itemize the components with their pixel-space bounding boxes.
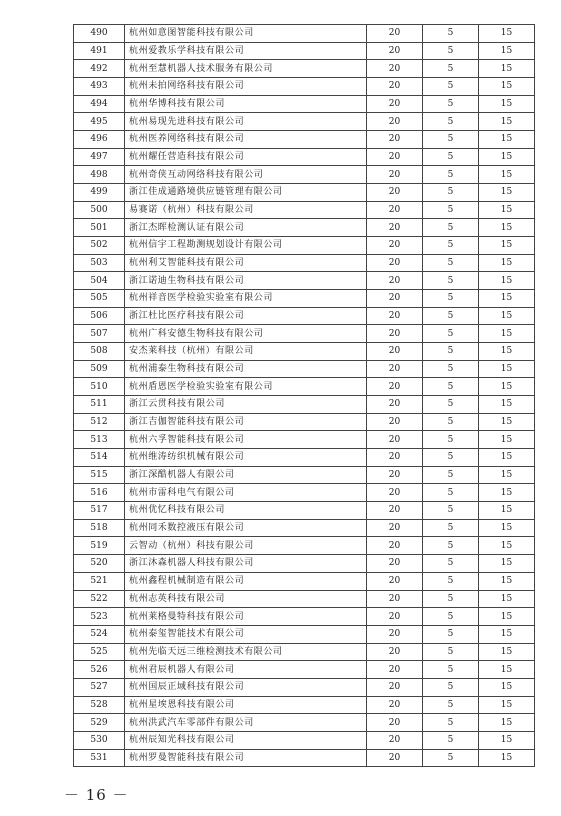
company-name-cell: 杭州洪武汽车零部件有限公司 [125,714,367,732]
row-number-cell: 520 [74,555,125,573]
row-number-cell: 498 [74,166,125,184]
value-cell-c: 15 [479,643,535,661]
value-cell-b: 5 [423,219,479,237]
value-cell-a: 20 [367,166,423,184]
value-cell-b: 5 [423,590,479,608]
company-name-cell: 杭州六孚智能科技有限公司 [125,431,367,449]
value-cell-b: 5 [423,113,479,131]
value-cell-b: 5 [423,60,479,78]
value-cell-c: 15 [479,254,535,272]
value-cell-c: 15 [479,431,535,449]
table-row [74,643,535,661]
company-table [73,24,535,767]
value-cell-a: 20 [367,113,423,131]
value-cell-b: 5 [423,678,479,696]
table-row [74,502,535,520]
value-cell-a: 20 [367,555,423,573]
table-row [74,201,535,219]
company-name-cell: 杭州莱格曼特科技有限公司 [125,608,367,626]
value-cell-a: 20 [367,325,423,343]
company-name-cell: 杭州星埃恩科技有限公司 [125,696,367,714]
value-cell-a: 20 [367,131,423,149]
value-cell-a: 20 [367,148,423,166]
page-number: － 16 － [64,786,129,804]
company-name-cell: 安杰莱科技（杭州）有限公司 [125,343,367,361]
table-row [74,325,535,343]
value-cell-b: 5 [423,608,479,626]
value-cell-c: 15 [479,290,535,308]
row-number-cell: 531 [74,749,125,767]
table-row [74,449,535,467]
value-cell-c: 15 [479,731,535,749]
value-cell-c: 15 [479,502,535,520]
table-row [74,537,535,555]
value-cell-a: 20 [367,396,423,414]
value-cell-a: 20 [367,678,423,696]
value-cell-b: 5 [423,148,479,166]
value-cell-a: 20 [367,360,423,378]
company-name-cell: 杭州未拍网络科技有限公司 [125,78,367,96]
row-number-cell: 497 [74,148,125,166]
value-cell-b: 5 [423,519,479,537]
value-cell-a: 20 [367,502,423,520]
company-name-cell: 浙江沐森机器人科技有限公司 [125,555,367,573]
company-name-cell: 浙江杜比医疗科技有限公司 [125,307,367,325]
value-cell-a: 20 [367,731,423,749]
row-number-cell: 516 [74,484,125,502]
value-cell-a: 20 [367,537,423,555]
company-name-cell: 杭州罗曼智能科技有限公司 [125,749,367,767]
value-cell-c: 15 [479,749,535,767]
value-cell-a: 20 [367,519,423,537]
value-cell-c: 15 [479,714,535,732]
value-cell-b: 5 [423,449,479,467]
row-number-cell: 515 [74,466,125,484]
value-cell-b: 5 [423,484,479,502]
value-cell-a: 20 [367,643,423,661]
row-number-cell: 491 [74,42,125,60]
value-cell-a: 20 [367,378,423,396]
row-number-cell: 495 [74,113,125,131]
table-row [74,78,535,96]
table-row [74,113,535,131]
value-cell-b: 5 [423,325,479,343]
value-cell-c: 15 [479,572,535,590]
value-cell-b: 5 [423,42,479,60]
value-cell-c: 15 [479,378,535,396]
value-cell-c: 15 [479,325,535,343]
row-number-cell: 522 [74,590,125,608]
company-name-cell: 杭州医养网络科技有限公司 [125,131,367,149]
table-row [74,378,535,396]
row-number-cell: 530 [74,731,125,749]
company-name-cell: 杭州君辰机器人有限公司 [125,661,367,679]
value-cell-c: 15 [479,484,535,502]
value-cell-b: 5 [423,25,479,43]
company-name-cell: 浙江吉伽智能科技有限公司 [125,413,367,431]
value-cell-b: 5 [423,131,479,149]
value-cell-a: 20 [367,625,423,643]
table-row [74,590,535,608]
row-number-cell: 507 [74,325,125,343]
company-name-cell: 杭州志英科技有限公司 [125,590,367,608]
value-cell-b: 5 [423,254,479,272]
company-name-cell: 杭州如意图智能科技有限公司 [125,25,367,43]
table-row [74,466,535,484]
value-cell-a: 20 [367,95,423,113]
table-row [74,131,535,149]
table-row [74,360,535,378]
value-cell-b: 5 [423,431,479,449]
company-name-cell: 杭州易现先进科技有限公司 [125,113,367,131]
row-number-cell: 512 [74,413,125,431]
value-cell-c: 15 [479,696,535,714]
row-number-cell: 492 [74,60,125,78]
row-number-cell: 510 [74,378,125,396]
value-cell-c: 15 [479,413,535,431]
row-number-cell: 521 [74,572,125,590]
value-cell-b: 5 [423,696,479,714]
value-cell-b: 5 [423,184,479,202]
value-cell-b: 5 [423,413,479,431]
company-name-cell: 杭州同禾数控液压有限公司 [125,519,367,537]
value-cell-a: 20 [367,219,423,237]
table-row [74,519,535,537]
table-row [74,608,535,626]
company-name-cell: 杭州维涛纺织机械有限公司 [125,449,367,467]
value-cell-a: 20 [367,431,423,449]
table-row [74,343,535,361]
value-cell-a: 20 [367,237,423,255]
value-cell-c: 15 [479,78,535,96]
value-cell-a: 20 [367,307,423,325]
value-cell-a: 20 [367,343,423,361]
value-cell-a: 20 [367,413,423,431]
value-cell-b: 5 [423,643,479,661]
value-cell-b: 5 [423,290,479,308]
value-cell-a: 20 [367,184,423,202]
table-row [74,290,535,308]
value-cell-c: 15 [479,237,535,255]
value-cell-c: 15 [479,60,535,78]
row-number-cell: 501 [74,219,125,237]
table-row [74,396,535,414]
table-row [74,431,535,449]
value-cell-c: 15 [479,466,535,484]
table-row [74,95,535,113]
value-cell-a: 20 [367,696,423,714]
company-name-cell: 浙江诺迪生物科技有限公司 [125,272,367,290]
value-cell-b: 5 [423,537,479,555]
row-number-cell: 490 [74,25,125,43]
value-cell-b: 5 [423,201,479,219]
row-number-cell: 525 [74,643,125,661]
company-name-cell: 杭州广科安德生物科技有限公司 [125,325,367,343]
table-row [74,254,535,272]
value-cell-b: 5 [423,555,479,573]
value-cell-b: 5 [423,237,479,255]
company-name-cell: 浙江佳成通路境供应链管理有限公司 [125,184,367,202]
table-row [74,413,535,431]
row-number-cell: 523 [74,608,125,626]
value-cell-c: 15 [479,95,535,113]
value-cell-b: 5 [423,466,479,484]
company-name-cell: 浙江深酷机器人有限公司 [125,466,367,484]
value-cell-a: 20 [367,466,423,484]
row-number-cell: 519 [74,537,125,555]
table-row [74,572,535,590]
company-name-cell: 杭州优忆科技有限公司 [125,502,367,520]
row-number-cell: 494 [74,95,125,113]
value-cell-b: 5 [423,272,479,290]
table-row [74,731,535,749]
table-row [74,678,535,696]
company-name-cell: 杭州市雷科电气有限公司 [125,484,367,502]
value-cell-b: 5 [423,378,479,396]
table-row [74,184,535,202]
row-number-cell: 518 [74,519,125,537]
value-cell-c: 15 [479,219,535,237]
company-name-cell: 杭州盾恩医学检验实验室有限公司 [125,378,367,396]
row-number-cell: 502 [74,237,125,255]
row-number-cell: 527 [74,678,125,696]
company-name-cell: 杭州信宇工程勘测规划设计有限公司 [125,237,367,255]
row-number-cell: 524 [74,625,125,643]
row-number-cell: 511 [74,396,125,414]
value-cell-c: 15 [479,272,535,290]
value-cell-a: 20 [367,60,423,78]
value-cell-b: 5 [423,95,479,113]
row-number-cell: 493 [74,78,125,96]
value-cell-a: 20 [367,254,423,272]
value-cell-c: 15 [479,625,535,643]
table-row [74,25,535,43]
row-number-cell: 526 [74,661,125,679]
row-number-cell: 517 [74,502,125,520]
value-cell-c: 15 [479,396,535,414]
table-row [74,272,535,290]
value-cell-b: 5 [423,343,479,361]
company-name-cell: 浙江云贯科技有限公司 [125,396,367,414]
value-cell-a: 20 [367,661,423,679]
value-cell-b: 5 [423,307,479,325]
row-number-cell: 506 [74,307,125,325]
company-name-cell: 杭州先临天远三维检测技术有限公司 [125,643,367,661]
company-name-cell: 杭州辰知光科技有限公司 [125,731,367,749]
value-cell-a: 20 [367,572,423,590]
value-cell-b: 5 [423,661,479,679]
row-number-cell: 500 [74,201,125,219]
value-cell-b: 5 [423,502,479,520]
value-cell-a: 20 [367,749,423,767]
value-cell-c: 15 [479,449,535,467]
value-cell-c: 15 [479,343,535,361]
table-row [74,555,535,573]
value-cell-a: 20 [367,290,423,308]
value-cell-a: 20 [367,608,423,626]
value-cell-b: 5 [423,625,479,643]
row-number-cell: 503 [74,254,125,272]
value-cell-c: 15 [479,661,535,679]
value-cell-c: 15 [479,25,535,43]
row-number-cell: 529 [74,714,125,732]
value-cell-c: 15 [479,608,535,626]
value-cell-b: 5 [423,360,479,378]
table-row [74,625,535,643]
company-name-cell: 杭州鑫程机械制造有限公司 [125,572,367,590]
company-table-body [74,25,535,767]
value-cell-a: 20 [367,201,423,219]
row-number-cell: 496 [74,131,125,149]
table-row [74,307,535,325]
company-name-cell: 浙江杰晖检测认证有限公司 [125,219,367,237]
company-name-cell: 杭州浦泰生物科技有限公司 [125,360,367,378]
value-cell-a: 20 [367,78,423,96]
value-cell-c: 15 [479,537,535,555]
table-row [74,219,535,237]
table-row [74,42,535,60]
table-row [74,148,535,166]
value-cell-b: 5 [423,731,479,749]
company-name-cell: 杭州泰玺智能技术有限公司 [125,625,367,643]
company-name-cell: 杭州奇侠互动网络科技有限公司 [125,166,367,184]
company-name-cell: 杭州利艾智能科技有限公司 [125,254,367,272]
value-cell-c: 15 [479,201,535,219]
row-number-cell: 508 [74,343,125,361]
company-name-cell: 杭州华博科技有限公司 [125,95,367,113]
company-name-cell: 杭州爱教乐学科技有限公司 [125,42,367,60]
value-cell-a: 20 [367,449,423,467]
company-name-cell: 云智动（杭州）科技有限公司 [125,537,367,555]
value-cell-b: 5 [423,396,479,414]
table-row [74,484,535,502]
value-cell-a: 20 [367,714,423,732]
value-cell-a: 20 [367,25,423,43]
value-cell-b: 5 [423,166,479,184]
value-cell-c: 15 [479,519,535,537]
company-name-cell: 杭州国辰正域科技有限公司 [125,678,367,696]
value-cell-a: 20 [367,590,423,608]
company-name-cell: 杭州至慧机器人技术服务有限公司 [125,60,367,78]
table-row [74,166,535,184]
value-cell-c: 15 [479,42,535,60]
company-name-cell: 杭州祥音医学检验实验室有限公司 [125,290,367,308]
row-number-cell: 528 [74,696,125,714]
company-name-cell: 易赛诺（杭州）科技有限公司 [125,201,367,219]
value-cell-b: 5 [423,572,479,590]
row-number-cell: 504 [74,272,125,290]
value-cell-c: 15 [479,131,535,149]
value-cell-a: 20 [367,42,423,60]
company-name-cell: 杭州耀任营造科技有限公司 [125,148,367,166]
value-cell-c: 15 [479,678,535,696]
value-cell-c: 15 [479,307,535,325]
value-cell-c: 15 [479,184,535,202]
value-cell-b: 5 [423,714,479,732]
row-number-cell: 509 [74,360,125,378]
table-row [74,696,535,714]
value-cell-c: 15 [479,148,535,166]
table-row [74,749,535,767]
row-number-cell: 514 [74,449,125,467]
value-cell-c: 15 [479,113,535,131]
value-cell-c: 15 [479,166,535,184]
table-row [74,237,535,255]
value-cell-a: 20 [367,272,423,290]
row-number-cell: 499 [74,184,125,202]
table-row [74,661,535,679]
value-cell-c: 15 [479,360,535,378]
table-row [74,714,535,732]
value-cell-c: 15 [479,590,535,608]
value-cell-b: 5 [423,78,479,96]
value-cell-c: 15 [479,555,535,573]
table-row [74,60,535,78]
row-number-cell: 513 [74,431,125,449]
row-number-cell: 505 [74,290,125,308]
value-cell-a: 20 [367,484,423,502]
value-cell-b: 5 [423,749,479,767]
